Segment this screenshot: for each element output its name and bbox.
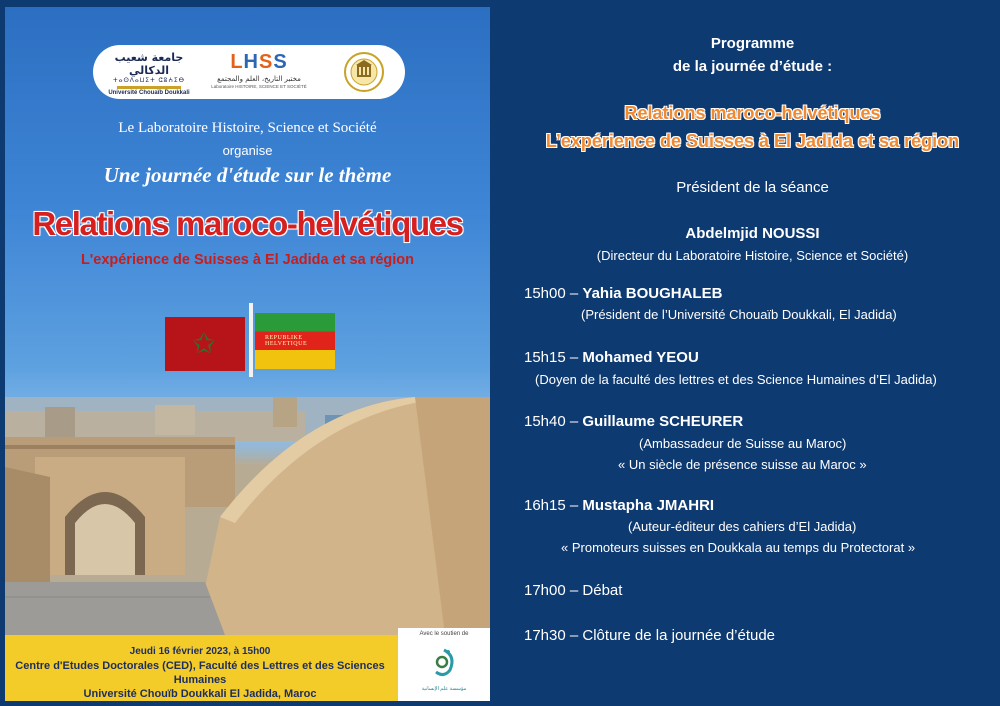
theme-title: Relations maroco-helvétiques bbox=[624, 103, 881, 123]
talk-title: « Promoteurs suisses en Doukkala au temps du Protectorat » bbox=[561, 540, 916, 555]
logo-bar bbox=[93, 45, 405, 99]
schedule-time: 16h15 – bbox=[524, 497, 583, 514]
programme-heading-2: de la journée d’étude : bbox=[672, 58, 833, 75]
schedule-item bbox=[524, 582, 622, 599]
lhss-logo: LHSS مختبر التاريخ، العلم والمجتمع Laboratoire HISTOIRE, SCIENCE ET SOCIÉTÉ bbox=[211, 51, 307, 89]
event-university: Université Chouïb Doukkali El Jadida, Maroc bbox=[83, 688, 317, 700]
poster-title: Relations maroco-helvétiques bbox=[32, 205, 463, 242]
speaker-role: (Doyen de la faculté des lettres et des Science Humaines d’El Jadida) bbox=[535, 372, 937, 387]
speaker-role: (Président de l’Université Chouaïb Doukkali, El Jadida) bbox=[581, 307, 897, 322]
speaker-name: Mohamed YEOU bbox=[582, 349, 699, 366]
sponsor-logo-icon bbox=[428, 646, 460, 680]
speaker-name: Yahia BOUGHALEB bbox=[582, 285, 723, 302]
faculty-seal-icon bbox=[343, 51, 385, 93]
poster-subtitle: L'expérience de Suisses à El Jadida et sa région bbox=[80, 252, 415, 268]
theme-intro: Une journée d'étude sur le thème bbox=[103, 163, 392, 187]
president-role: (Directeur du Laboratoire Histoire, Science et Société) bbox=[596, 248, 909, 263]
morocco-flag bbox=[165, 317, 245, 371]
ucd-logo: جامعة شعيب الدكالي ⵜⴰⵙⴷⴰⵡⵉⵜ ⵛⵓⵄⵉⴱ Université Chouaïb Doukkali bbox=[108, 51, 190, 96]
talk-title: « Un siècle de présence suisse au Maroc » bbox=[618, 457, 867, 472]
speaker-role: (Auteur-éditeur des cahiers d’El Jadida) bbox=[628, 519, 857, 534]
schedule-item bbox=[524, 627, 775, 644]
speaker-name: Guillaume SCHEURER bbox=[582, 413, 744, 430]
schedule-time: 15h40 – bbox=[524, 413, 583, 430]
helvetic-republic-flag: REPUBLIKE HELVETIQUE bbox=[255, 313, 335, 369]
event-venue: Centre d'Etudes Doctorales (CED), Faculté des Lettres et des Sciences Humaines bbox=[15, 660, 385, 686]
schedule-item bbox=[524, 285, 722, 302]
organise-text: organise bbox=[222, 143, 273, 158]
event-poster bbox=[5, 7, 490, 701]
poster-footer bbox=[5, 631, 490, 701]
flags bbox=[165, 297, 345, 377]
speaker-role: (Ambassadeur de Suisse au Maroc) bbox=[639, 436, 847, 451]
speaker-name: Mustapha JMAHRI bbox=[582, 497, 715, 514]
schedule-item bbox=[524, 413, 743, 430]
programme-heading: Programme bbox=[710, 35, 795, 52]
sponsor-box: Avec le soutien de مؤسسة علم الإنسانية bbox=[398, 628, 490, 701]
schedule-item bbox=[524, 497, 714, 514]
schedule-item bbox=[524, 349, 699, 366]
schedule-label: Débat bbox=[582, 582, 623, 599]
president-name: Abdelmjid NOUSSI bbox=[685, 225, 820, 242]
schedule-time: 17h30 – bbox=[524, 627, 583, 644]
schedule-time: 17h00 – bbox=[524, 582, 583, 599]
event-date: Jeudi 16 février 2023, à 15h00 bbox=[129, 646, 271, 657]
theme-subtitle: L’expérience de Suisses à El Jadida et sa région bbox=[545, 131, 960, 151]
fortress-photo bbox=[5, 397, 490, 635]
schedule-label: Clôture de la journée d’étude bbox=[582, 627, 776, 644]
star-icon: ✩ bbox=[192, 328, 216, 359]
schedule-time: 15h00 – bbox=[524, 285, 583, 302]
president-label: Président de la séance bbox=[676, 179, 829, 196]
flag-pole bbox=[249, 303, 253, 377]
schedule-time: 15h15 – bbox=[524, 349, 583, 366]
organizer-text: Le Laboratoire Histoire, Science et Société bbox=[118, 120, 377, 136]
